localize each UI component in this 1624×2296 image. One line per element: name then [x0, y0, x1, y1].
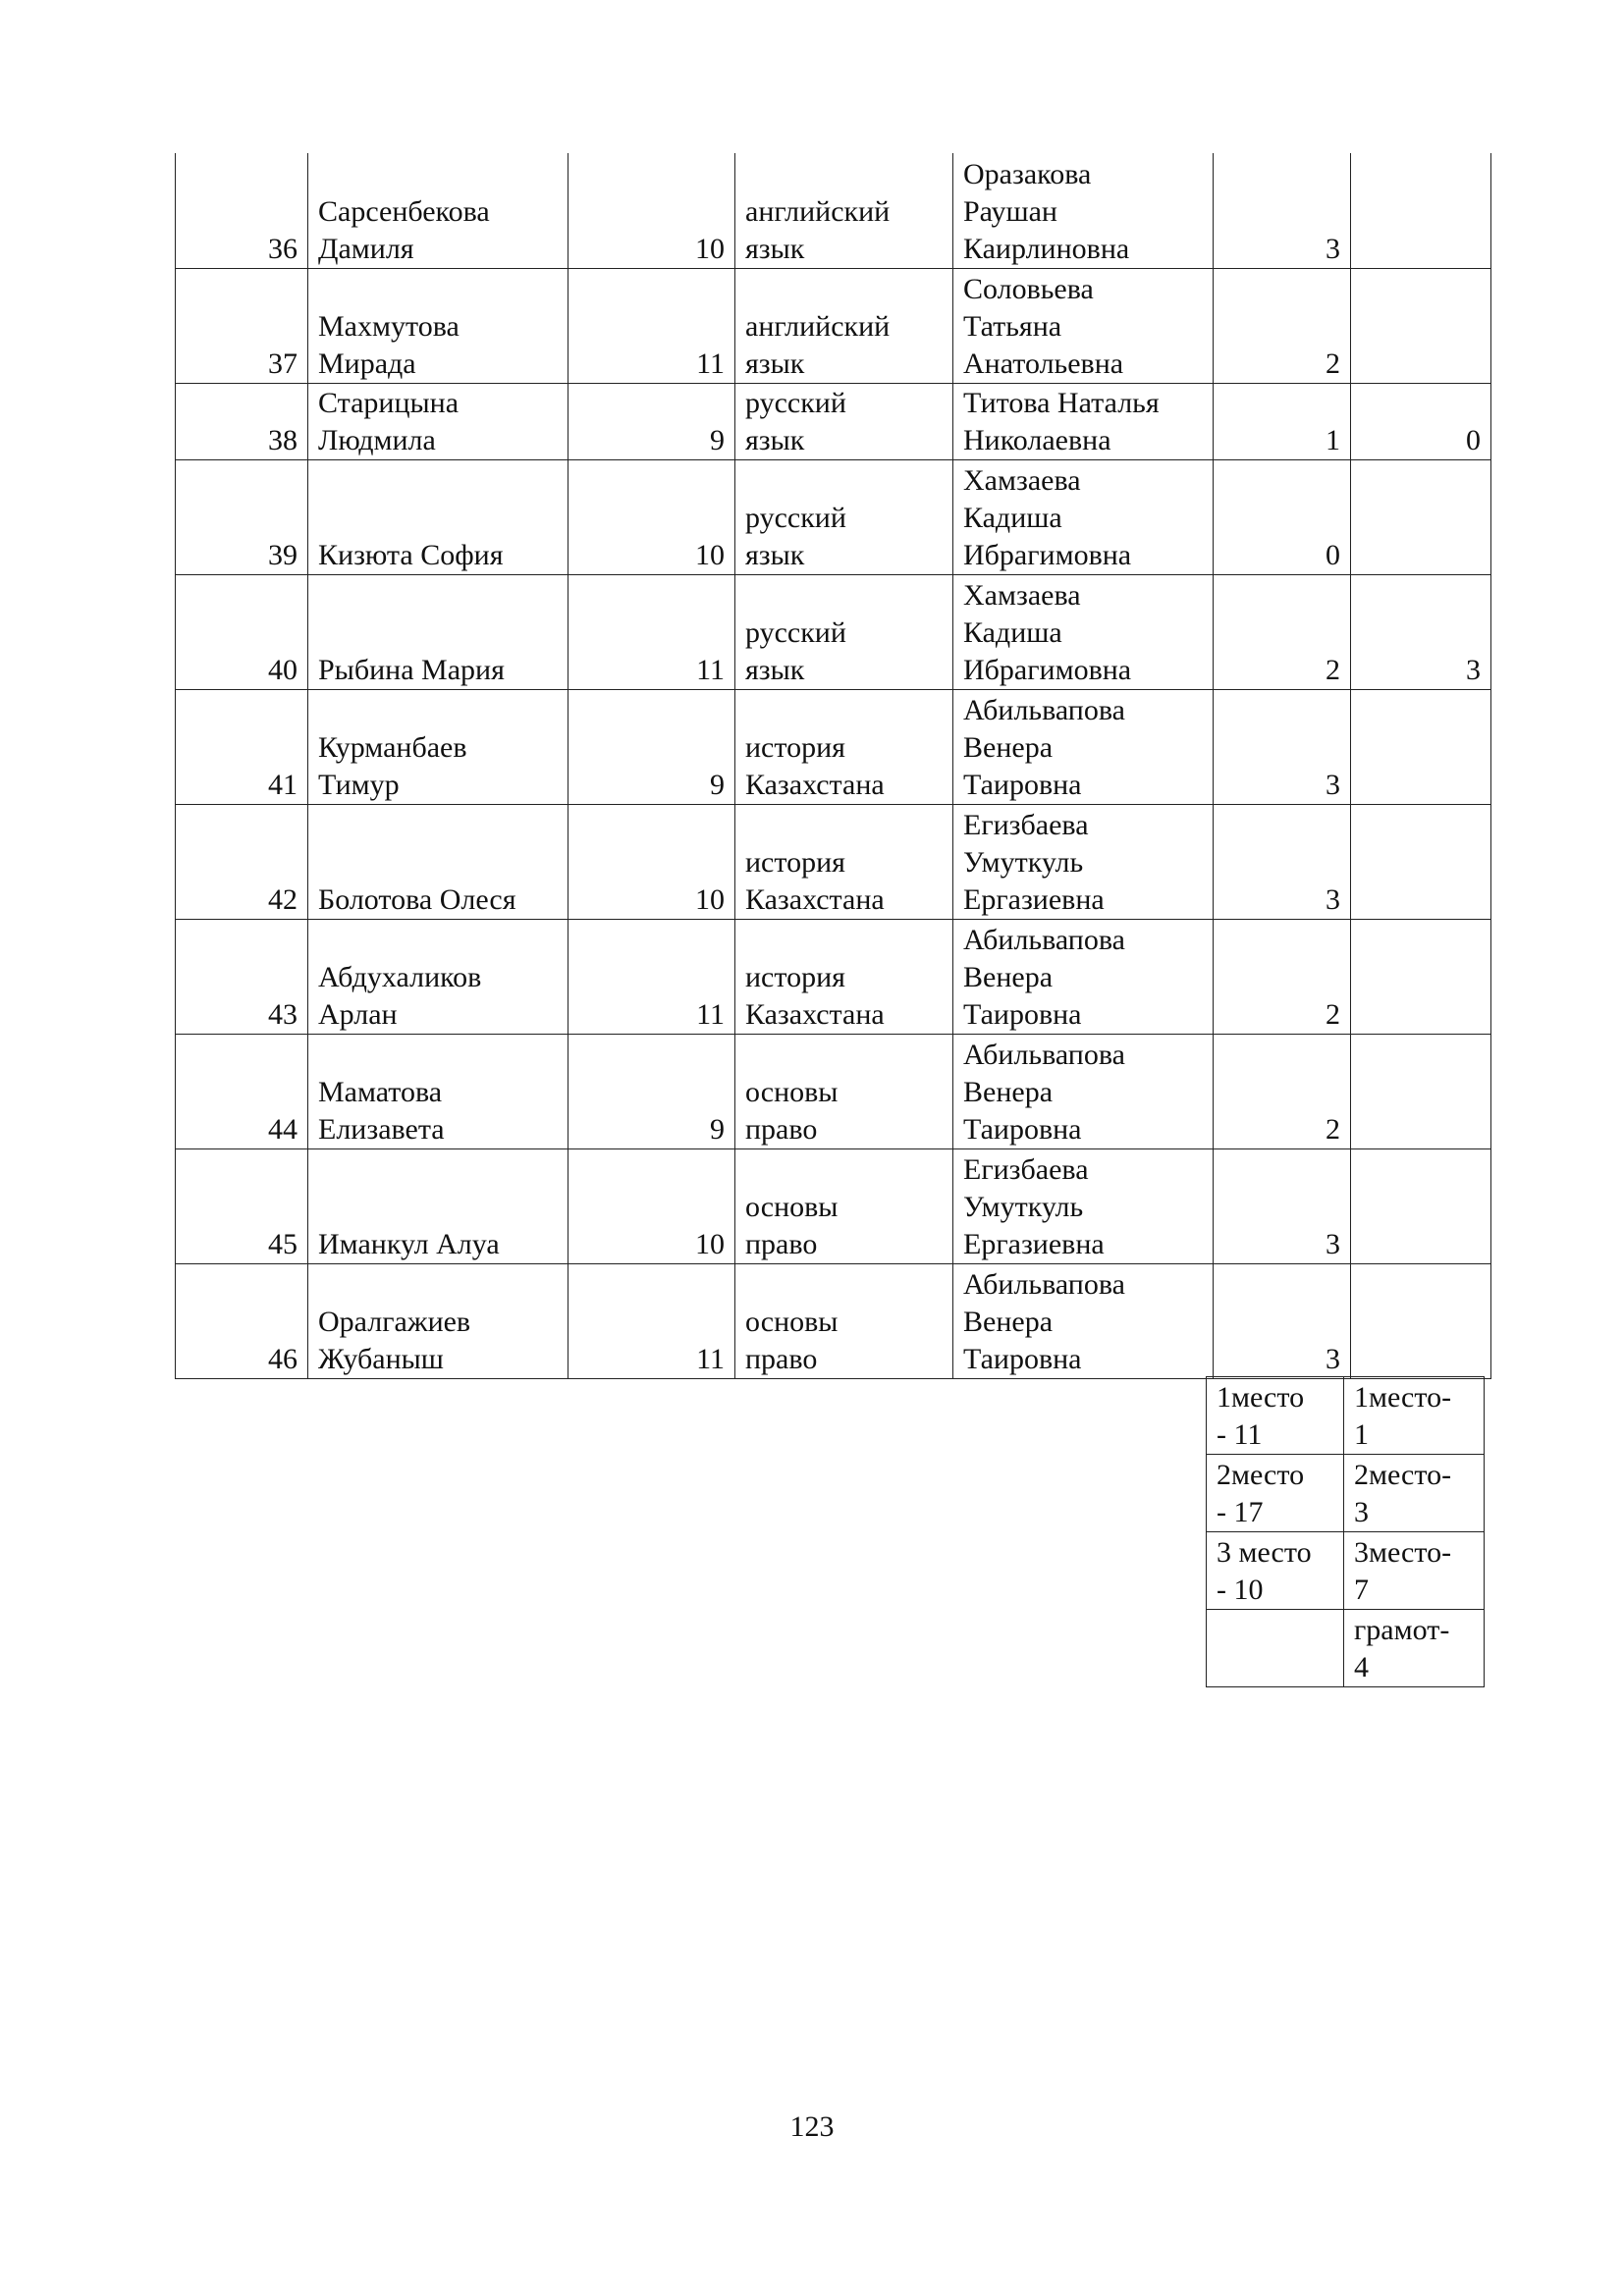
extra-score — [1351, 1034, 1491, 1148]
summary-left-cell: 1место - 11 — [1207, 1377, 1344, 1455]
table-row — [176, 459, 1491, 574]
result-score: 2 — [1214, 268, 1351, 383]
student-name: Оралгажиев Жубаныш — [308, 1263, 568, 1378]
result-score: 3 — [1214, 689, 1351, 804]
extra-score — [1351, 268, 1491, 383]
result-score: 2 — [1214, 919, 1351, 1034]
student-name: Старицына Людмила — [308, 383, 568, 459]
grade: 10 — [568, 153, 735, 268]
extra-score — [1351, 459, 1491, 574]
table-row — [176, 1148, 1491, 1263]
table-row — [176, 1263, 1491, 1378]
extra-score — [1351, 919, 1491, 1034]
extra-score — [1351, 153, 1491, 268]
row-number: 38 — [176, 383, 308, 459]
summary-right-cell: 3место- 7 — [1344, 1532, 1485, 1610]
result-score: 3 — [1214, 1148, 1351, 1263]
teacher-name: Егизбаева Умуткуль Ергазиевна — [953, 1148, 1214, 1263]
teacher-name: Соловьева Татьяна Анатольевна — [953, 268, 1214, 383]
row-number: 41 — [176, 689, 308, 804]
row-number: 36 — [176, 153, 308, 268]
result-score: 3 — [1214, 153, 1351, 268]
grade: 9 — [568, 383, 735, 459]
student-name: Болотова Олеся — [308, 804, 568, 919]
summary-left-cell: 2место - 17 — [1207, 1455, 1344, 1532]
extra-score: 0 — [1351, 383, 1491, 459]
result-score: 3 — [1214, 804, 1351, 919]
summary-row — [1207, 1610, 1485, 1687]
teacher-name: Абильвапова Венера Таировна — [953, 919, 1214, 1034]
extra-score — [1351, 1148, 1491, 1263]
grade: 10 — [568, 459, 735, 574]
subject: история Казахстана — [735, 804, 953, 919]
subject: английский язык — [735, 153, 953, 268]
teacher-name: Оразакова Раушан Каирлиновна — [953, 153, 1214, 268]
row-number: 40 — [176, 574, 308, 689]
row-number: 44 — [176, 1034, 308, 1148]
summary-row — [1207, 1532, 1485, 1610]
subject: русский язык — [735, 459, 953, 574]
summary-table — [1206, 1376, 1485, 1687]
grade: 10 — [568, 804, 735, 919]
grade: 11 — [568, 919, 735, 1034]
subject: история Казахстана — [735, 689, 953, 804]
row-number: 43 — [176, 919, 308, 1034]
page-number: 123 — [789, 2110, 835, 2143]
extra-score — [1351, 804, 1491, 919]
table-row — [176, 574, 1491, 689]
subject: английский язык — [735, 268, 953, 383]
teacher-name: Абильвапова Венера Таировна — [953, 1263, 1214, 1378]
result-score: 2 — [1214, 574, 1351, 689]
student-name: Сарсенбекова Дамиля — [308, 153, 568, 268]
grade: 9 — [568, 689, 735, 804]
student-name: Курманбаев Тимур — [308, 689, 568, 804]
teacher-name: Абильвапова Венера Таировна — [953, 689, 1214, 804]
subject: основы право — [735, 1034, 953, 1148]
teacher-name: Титова Наталья Николаевна — [953, 383, 1214, 459]
summary-left-cell — [1207, 1610, 1344, 1687]
subject: основы право — [735, 1263, 953, 1378]
table-row — [176, 383, 1491, 459]
extra-score — [1351, 689, 1491, 804]
result-score: 0 — [1214, 459, 1351, 574]
student-name: Рыбина Мария — [308, 574, 568, 689]
subject: русский язык — [735, 383, 953, 459]
table-row — [176, 689, 1491, 804]
grade: 9 — [568, 1034, 735, 1148]
extra-score: 3 — [1351, 574, 1491, 689]
row-number: 39 — [176, 459, 308, 574]
summary-row — [1207, 1455, 1485, 1532]
row-number: 46 — [176, 1263, 308, 1378]
subject: русский язык — [735, 574, 953, 689]
summary-right-cell: 2место- 3 — [1344, 1455, 1485, 1532]
result-score: 1 — [1214, 383, 1351, 459]
grade: 11 — [568, 268, 735, 383]
grade: 10 — [568, 1148, 735, 1263]
table-row — [176, 268, 1491, 383]
summary-right-cell: 1место- 1 — [1344, 1377, 1485, 1455]
grade: 11 — [568, 1263, 735, 1378]
teacher-name: Абильвапова Венера Таировна — [953, 1034, 1214, 1148]
student-name: Маматова Елизавета — [308, 1034, 568, 1148]
result-score: 3 — [1214, 1263, 1351, 1378]
teacher-name: Хамзаева Кадиша Ибрагимовна — [953, 459, 1214, 574]
teacher-name: Егизбаева Умуткуль Ергазиевна — [953, 804, 1214, 919]
extra-score — [1351, 1263, 1491, 1378]
table-row — [176, 804, 1491, 919]
table-row — [176, 153, 1491, 268]
table-row — [176, 1034, 1491, 1148]
row-number: 45 — [176, 1148, 308, 1263]
teacher-name: Хамзаева Кадиша Ибрагимовна — [953, 574, 1214, 689]
grade: 11 — [568, 574, 735, 689]
row-number: 37 — [176, 268, 308, 383]
summary-right-cell: грамот- 4 — [1344, 1610, 1485, 1687]
summary-row — [1207, 1377, 1485, 1455]
summary-left-cell: 3 место - 10 — [1207, 1532, 1344, 1610]
student-name: Иманкул Алуа — [308, 1148, 568, 1263]
student-name: Махмутова Мирада — [308, 268, 568, 383]
results-table — [175, 153, 1491, 1379]
row-number: 42 — [176, 804, 308, 919]
result-score: 2 — [1214, 1034, 1351, 1148]
table-row — [176, 919, 1491, 1034]
subject: основы право — [735, 1148, 953, 1263]
subject: история Казахстана — [735, 919, 953, 1034]
student-name: Абдухаликов Арлан — [308, 919, 568, 1034]
student-name: Кизюта София — [308, 459, 568, 574]
